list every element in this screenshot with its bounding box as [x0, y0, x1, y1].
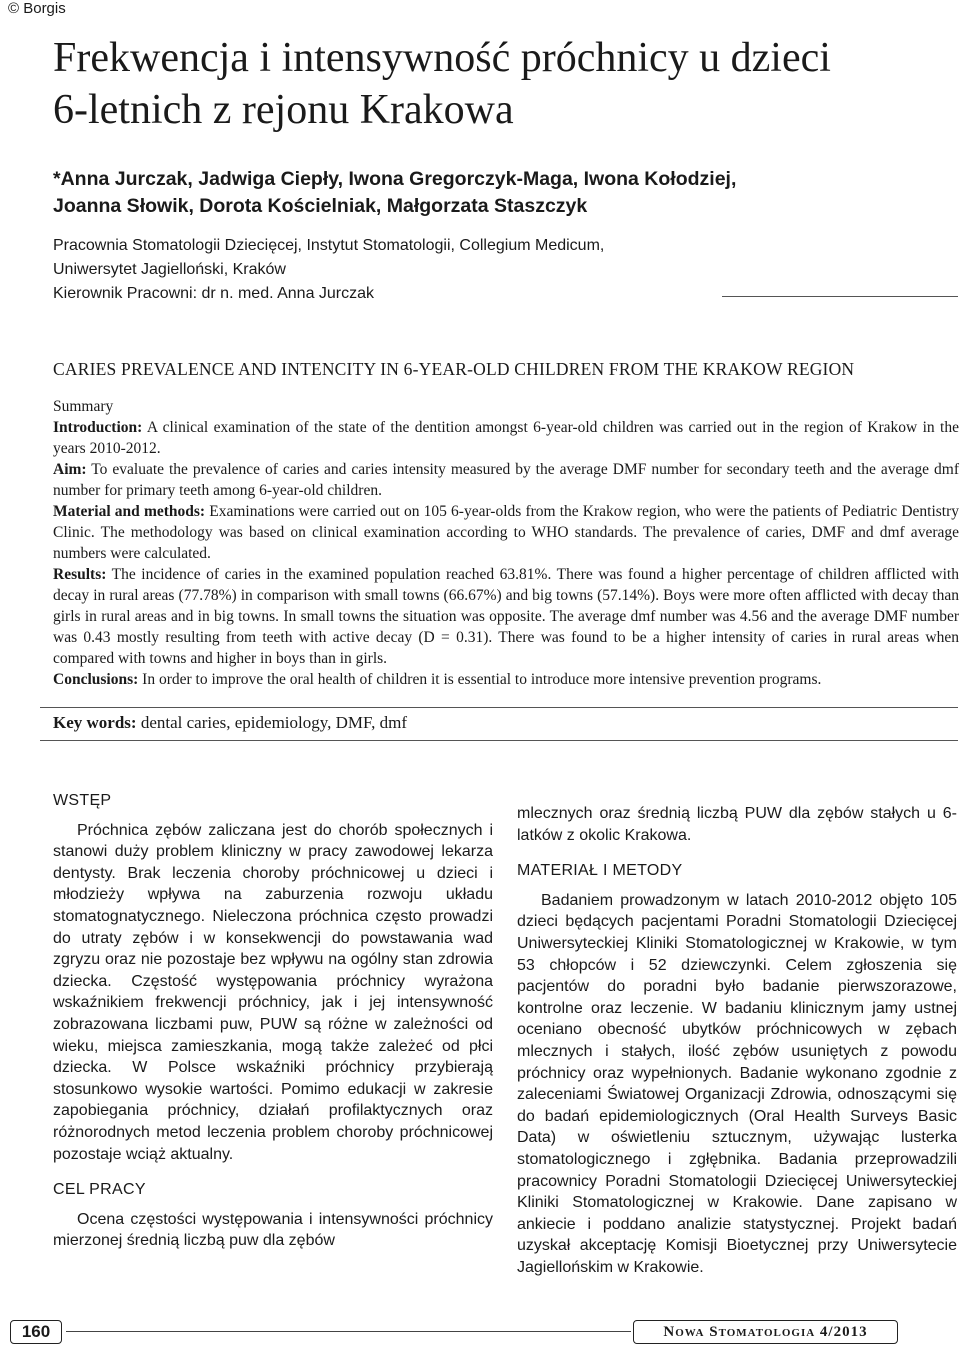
- cel-heading: CEL PRACY: [53, 1181, 146, 1199]
- author-list: [53, 166, 933, 220]
- aim-text: To evaluate the prevalence of caries and caries intensity measured by the average DMF number for secondary teeth and the average dmf number for primary teeth among 6-year-old children.: [53, 461, 959, 499]
- introduction-text: A clinical examination of the state of the dentition amongst 6-year-old children was carried out in the region of Krakow in the years 2010-2012.: [53, 419, 959, 457]
- conclusions-label: Conclusions:: [53, 671, 139, 688]
- metody-paragraph: Badaniem prowadzonym w latach 2010-2012 objęto 105 dzieci będących pacjentami Poradni Stomatologii Dziecięcej Uniwersyteckiej Kliniki Stomatologicznej w Krakowie, w tym 53 chłopców i 52 dziewczynki. Celem zgłoszenia się pacjentów do poradni było badanie pierwszorazowe, kontrolne oraz leczenie. W badaniu klinicznym jamy ustnej oceniano obecność ubytków próchnicowych w zębach mlecznych i stałych, ilość zębów usuniętych z powodu próchnicy oraz wypełnionych. Badanie wykonano zgodnie z zaleceniami Światowej Organizacji Zdrowia, odnoszącymi się do badań epidemiologicznych (Oral Health Surveys Basic Data) w oświetleniu sztucznym, używając lusterka stomatologicznego i zgłębnika. Badania przeprowadzili pracownicy Poradni Stomatologii Dziecięcej Uniwersyteckiej Kliniki Stomatologicznej w Krakowie. Dane zapisano w ankiecie i poddano analizie statystycznej. Projekt badań uzyskał akceptację Komisji Bioetycznej przy Uniwersytecie Jagiellońskim w Krakowie.: [517, 891, 957, 1276]
- summary-section: [53, 396, 959, 690]
- summary-heading: Summary: [53, 398, 114, 415]
- summary-introduction: [53, 417, 959, 459]
- affiliation-divider: [722, 296, 958, 297]
- article-title: [53, 32, 943, 136]
- cel-paragraph: Ocena częstości występowania i intensywności próchnicy mierzonej średnią liczbą puw dla zębów: [53, 1210, 493, 1250]
- footer-divider: [66, 1331, 631, 1332]
- summary-aim: [53, 459, 959, 501]
- metody-heading: MATERIAŁ I METODY: [517, 862, 683, 880]
- right-column: [517, 803, 957, 1292]
- journal-name: Nowa Stomatologia 4/2013: [633, 1320, 898, 1344]
- wstep-paragraph: Próchnica zębów zaliczana jest do chorób społecznych i stanowi duży problem kliniczny w pracy zawodowej lekarza dentysty. Brak leczenia choroby próchnicowej u dzieci i młodzieży wpływa na zaburzenia rozwoju układu stomatognatycznego. Nieleczona próchnica często prowadzi do utraty zębów i w konsekwencji do powstawania wad zgryzu oraz nie pozostaje bez wpływu na ogólny stan zdrowia dziecka. Częstość występowania próchnicy wyrażona wskaźnikiem frekwencji próchnicy, jak i jej intensywność zobrazowana liczbami puw, PUW są różne w zależności od wieku, miejsca zamieszkania, mogą także zależeć od płci dziecka. W Polsce wskaźniki próchnicy przybierają stosunkowo wysokie wartości. Pomimo edukacji w zakresie zapobiegania próchnicy, działań profilaktycznych oraz różnorodnych metod leczenia problem choroby próchnicowej pozostaje wciąż aktualny.: [53, 821, 493, 1163]
- summary-conclusions: [53, 669, 959, 690]
- keywords-divider: [40, 740, 958, 741]
- summary-results: [53, 564, 959, 669]
- copyright-notice: © Borgis: [8, 0, 66, 17]
- authors-line-2: Joanna Słowik, Dorota Kościelniak, Małgorzata Staszczyk: [53, 195, 588, 217]
- results-text: The incidence of caries in the examined population reached 63.81%. There was found a higher percentage of children afflicted with decay in rural areas (77.78%) in comparison with small towns (66.67%) and big towns (57.14%). Boys were more often afflicted with decay than girls in rural areas and in big towns. In small towns the situation was opposite. The average dmf number was 4.56 and the average DMF number was 0.43 mostly resulting from teeth with active decay (D = 0.31). There was found to be a higher intensity of caries in rural areas when compared with towns and higher in boys than in girls.: [53, 566, 959, 667]
- methods-text: Examinations were carried out on 105 6-year-olds from the Krakow region, who were the patients of Pediatric Dentistry Clinic. The methodology was based on clinical examination according to WHO standards. The prevalence of caries, DMF and dmf average numbers were calculated.: [53, 503, 960, 562]
- affiliation-line-3: Kierownik Pracowni: dr n. med. Anna Jurczak: [53, 285, 375, 302]
- conclusions-text: In order to improve the oral health of children it is essential to introduce more intensive prevention programs.: [138, 671, 822, 688]
- summary-divider: [40, 707, 958, 708]
- affiliation-line-2: Uniwersytet Jagielloński, Kraków: [53, 261, 286, 278]
- authors-line-1: *Anna Jurczak, Jadwiga Ciepły, Iwona Gregorczyk-Maga, Iwona Kołodziej,: [53, 168, 737, 190]
- english-title: CARIES PREVALENCE AND INTENCITY IN 6-YEAR-OLD CHILDREN FROM THE KRAKOW REGION: [53, 359, 855, 379]
- results-label: Results:: [53, 566, 107, 583]
- keywords: [53, 711, 933, 735]
- wstep-heading: WSTĘP: [53, 792, 112, 809]
- left-column: [53, 790, 493, 1266]
- cel-continued-paragraph: mlecznych oraz średnią liczbą PUW dla zębów stałych u 6-latków z okolic Krakowa.: [517, 805, 957, 844]
- page-number: 160: [10, 1320, 62, 1344]
- keywords-text: dental caries, epidemiology, DMF, dmf: [136, 713, 408, 732]
- aim-label: Aim:: [53, 461, 87, 478]
- introduction-label: Introduction:: [53, 419, 143, 436]
- keywords-label: Key words:: [53, 713, 137, 732]
- affiliation-line-1: Pracownia Stomatologii Dziecięcej, Instytut Stomatologii, Collegium Medicum,: [53, 237, 605, 254]
- methods-label: Material and methods:: [53, 503, 206, 520]
- summary-methods: [53, 501, 959, 564]
- title-line-2: 6-letnich z rejonu Krakowa: [53, 87, 514, 133]
- title-line-1: Frekwencja i intensywność próchnicy u dzieci: [53, 35, 831, 81]
